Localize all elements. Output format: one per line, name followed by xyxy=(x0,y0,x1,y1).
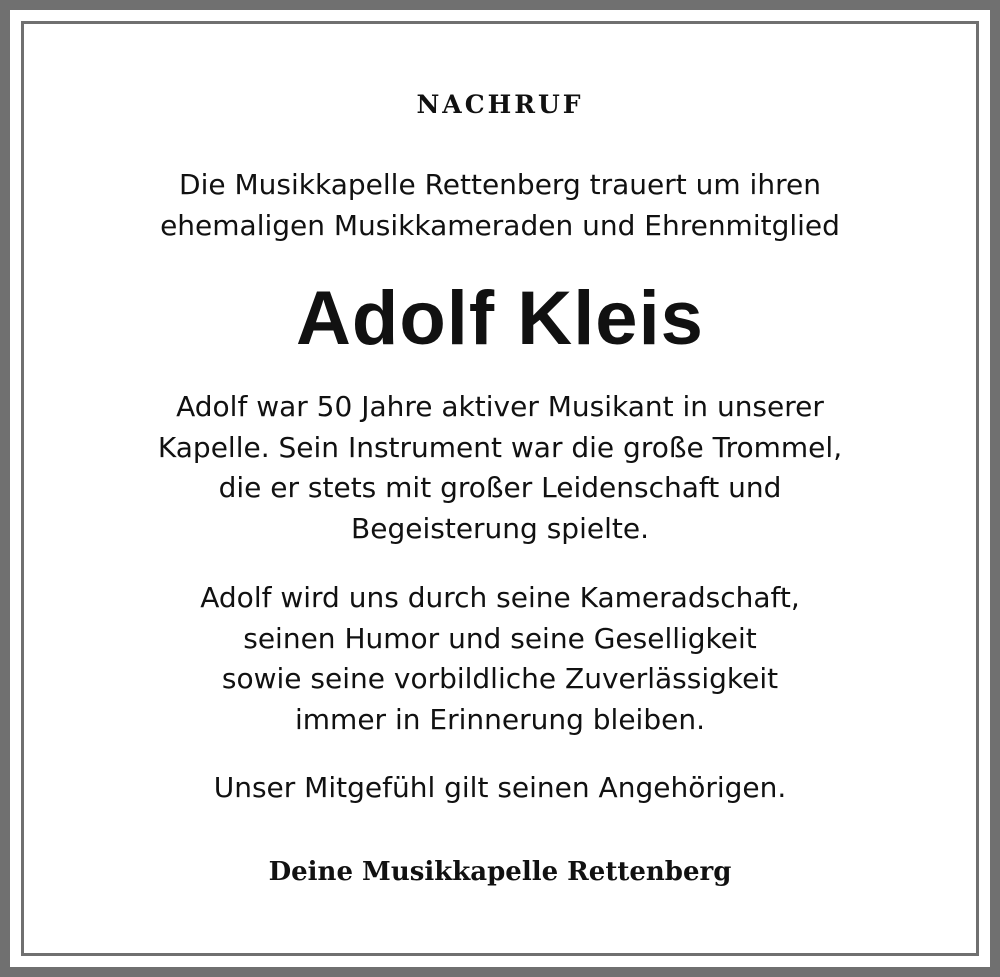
paragraph-line: Adolf war 50 Jahre aktiver Musikant in unserer xyxy=(176,390,824,423)
paragraph-line: Adolf wird uns durch seine Kameradschaft, xyxy=(200,581,800,614)
paragraph-line: Begeisterung spielte. xyxy=(351,511,649,545)
paragraph-line: die er stets mit großer Leidenschaft und xyxy=(218,471,782,504)
paragraph-remembrance xyxy=(24,578,976,740)
paragraph-line: sowie seine vorbildliche Zuverlässigkeit xyxy=(221,662,779,695)
paragraph-line: Kapelle. Sein Instrument war die große Trommel, xyxy=(157,430,843,464)
intro-line: ehemaligen Musikkameraden und Ehrenmitglied xyxy=(160,209,840,242)
notice-heading: NACHRUF xyxy=(416,90,584,119)
condolence-text: Unser Mitgefühl gilt seinen Angehörigen. xyxy=(213,771,787,804)
intro-line: Die Musikkapelle Rettenberg trauert um ihren xyxy=(179,168,821,201)
paragraph-tribute xyxy=(24,387,976,549)
intro-text xyxy=(24,164,976,246)
deceased-name: Adolf Kleis xyxy=(296,276,704,361)
paragraph-line: seinen Humor und seine Geselligkeit xyxy=(243,621,757,655)
paragraph-line: immer in Erinnerung bleiben. xyxy=(295,702,705,736)
signature: Deine Musikkapelle Rettenberg xyxy=(268,857,732,887)
